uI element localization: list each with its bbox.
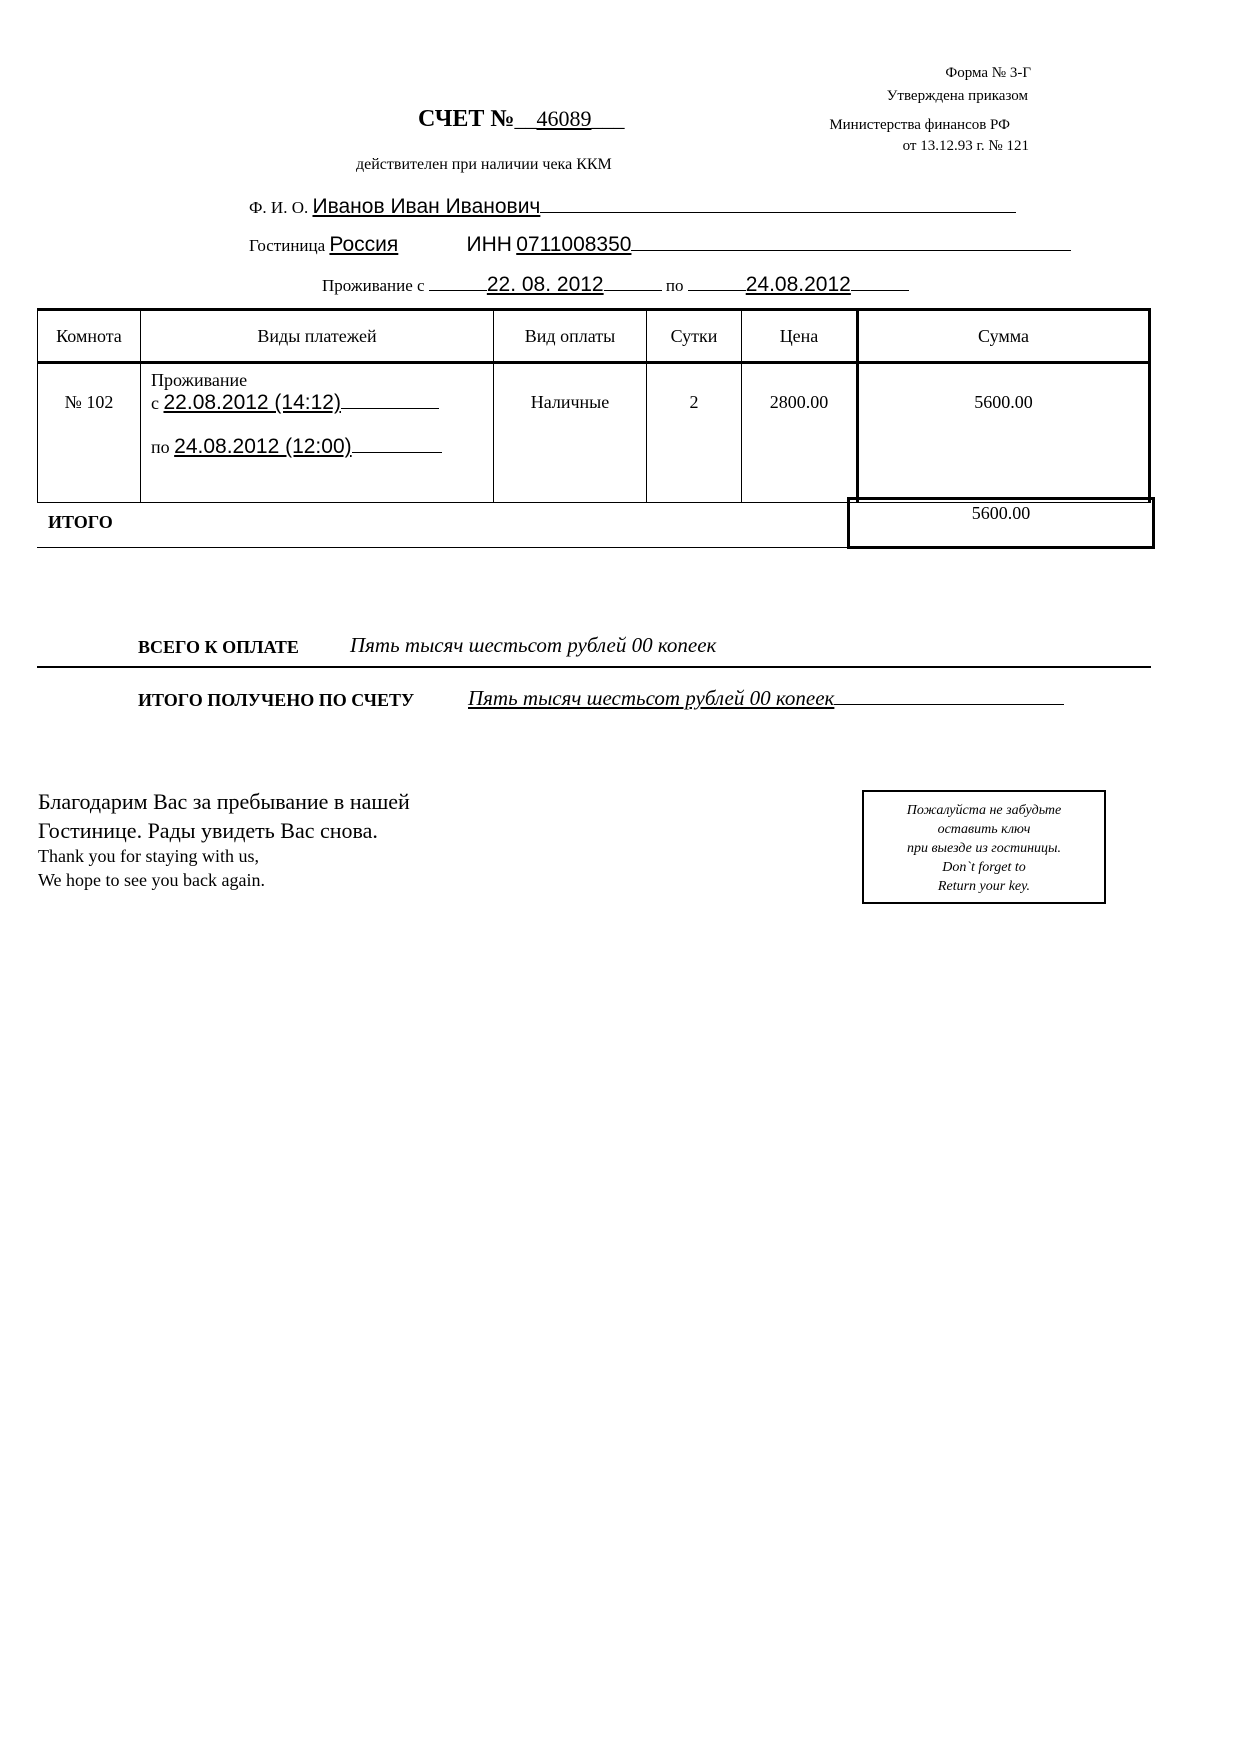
thanks-russian	[38, 787, 410, 845]
received-amount-words	[468, 686, 1064, 711]
thanks-en-line-1: Thank you for staying with us,	[38, 846, 259, 866]
table-header-row	[38, 310, 1150, 363]
col-header-payment-type: Виды платежей	[141, 310, 494, 363]
hotel-line	[249, 233, 1071, 257]
payment-from-datetime: 22.08.2012 (14:12)	[163, 391, 341, 414]
payment-from-prefix: с	[151, 393, 159, 413]
hotel-name: Россия	[329, 233, 399, 256]
guest-name: Иванов Иван Иванович	[312, 195, 541, 218]
guest-line	[249, 195, 1016, 219]
cell-days: 2	[647, 363, 742, 503]
invoice-table	[37, 308, 1151, 503]
form-ministry: Министерства финансов РФ	[829, 117, 1010, 133]
to-pay-divider	[37, 666, 1151, 668]
payment-to-datetime: 24.08.2012 (12:00)	[174, 435, 352, 458]
received-amount-text: Пять тысяч шестьсот рублей 00 копеек	[468, 686, 835, 710]
to-pay-amount-words: Пять тысяч шестьсот рублей 00 копеек	[350, 633, 717, 657]
hotel-label: Гостиница	[249, 236, 326, 255]
form-approval: Утверждена приказом	[886, 88, 1028, 104]
stay-line	[322, 273, 909, 297]
cell-payment-method: Наличные	[494, 363, 647, 503]
stay-to-label: по	[665, 276, 684, 295]
inn-value: 0711008350	[516, 233, 632, 256]
key-note-line-3: при выезде из гостиницы.	[906, 841, 1061, 856]
thanks-ru-line-2: Гостинице. Рады увидеть Вас снова.	[38, 818, 378, 843]
col-header-sum: Сумма	[858, 310, 1150, 363]
total-label: ИТОГО	[48, 512, 113, 532]
received-label: ИТОГО ПОЛУЧЕНО ПО СЧЕТУ	[138, 690, 415, 710]
cell-payment-type	[141, 363, 494, 503]
key-note-line-4: Don`t forget to	[942, 860, 1026, 875]
col-header-price: Цена	[742, 310, 858, 363]
thanks-english	[38, 844, 265, 892]
col-header-room: Комнота	[38, 310, 141, 363]
to-pay-label: ВСЕГО К ОПЛАТЕ	[138, 637, 299, 657]
form-order-date: от 13.12.93 г. № 121	[902, 138, 1029, 154]
stay-to-date: 24.08.2012	[745, 273, 851, 296]
thanks-ru-line-1: Благодарим Вас за пребывание в нашей	[38, 789, 410, 814]
cell-price: 2800.00	[742, 363, 858, 503]
validity-note: действителен при наличии чека ККМ	[356, 156, 612, 173]
stay-from-label: Проживание с	[322, 276, 425, 295]
guest-label: Ф. И. О.	[249, 198, 309, 217]
cell-room: № 102	[38, 363, 141, 503]
total-value: 5600.00	[971, 503, 1031, 523]
table-row	[38, 363, 1150, 503]
col-header-days: Сутки	[647, 310, 742, 363]
payment-to-prefix: по	[151, 437, 170, 457]
cell-sum: 5600.00	[858, 363, 1150, 503]
invoice-number: 46089	[536, 106, 592, 131]
payment-title: Проживание	[151, 370, 248, 390]
key-note-line-5: Return your key.	[937, 879, 1031, 894]
invoice-title-label: СЧЕТ №	[418, 106, 515, 132]
key-note-line-1: Пожалуйста не забудьте	[906, 803, 1062, 818]
form-number: Форма № 3-Г	[945, 65, 1031, 81]
col-header-payment-method: Вид оплаты	[494, 310, 647, 363]
invoice-title: СЧЕТ №__46089___	[418, 106, 625, 132]
total-row-divider	[37, 547, 847, 548]
key-reminder-box	[862, 790, 1106, 904]
thanks-en-line-2: We hope to see you back again.	[38, 870, 265, 890]
stay-from-date: 22. 08. 2012	[486, 273, 604, 296]
key-note-line-2: оставить ключ	[937, 822, 1031, 837]
inn-label: ИНН	[466, 233, 512, 256]
